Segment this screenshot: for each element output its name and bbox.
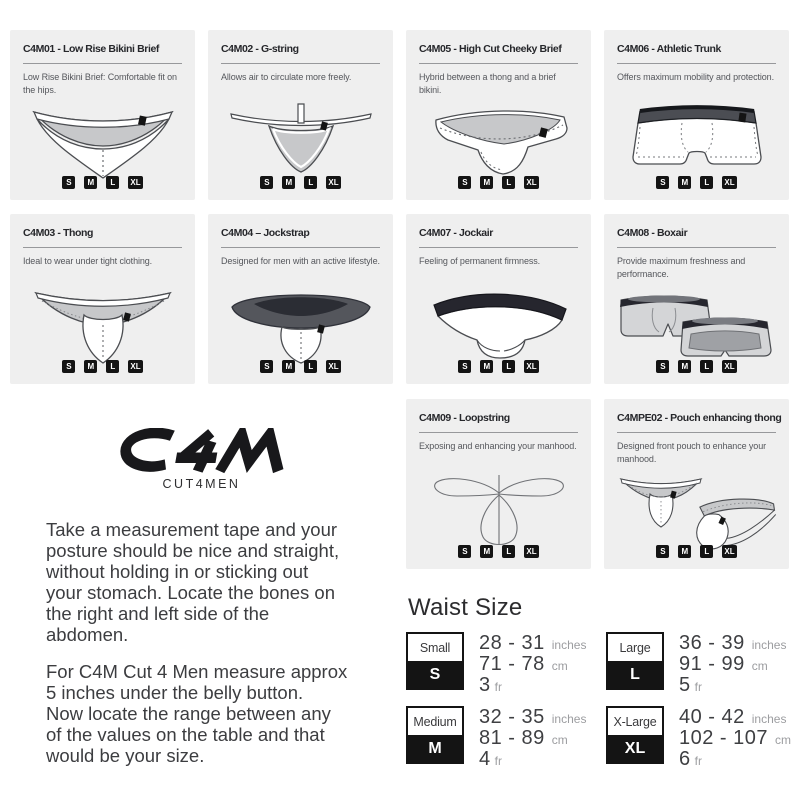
size-badge-xl: XL (526, 547, 537, 556)
size-name: Large (619, 640, 651, 655)
bikini-brief-illustration (10, 112, 195, 172)
size-badge-m: M (84, 360, 97, 373)
product-description: Allows air to circulate more freely. (221, 72, 352, 82)
size-badge-m: M (282, 176, 295, 189)
cm-value: 81 - 89 (479, 727, 545, 749)
g-string-illustration (208, 112, 393, 172)
size-badges (604, 360, 789, 373)
jockstrap-illustration (208, 296, 393, 356)
product-description: Feeling of permanent firmness. (419, 256, 541, 266)
fr-unit: fr (494, 680, 502, 694)
divider (23, 63, 182, 64)
inches-value: 40 - 42 (679, 706, 745, 728)
size-badge-l: L (700, 545, 713, 558)
size-badge-l: L (700, 176, 713, 189)
cheeky-brief-illustration (406, 112, 591, 172)
instructions-paragraph-2 (46, 661, 382, 766)
cm-unit: cm (551, 733, 568, 747)
inches-unit: inches (551, 712, 587, 726)
product-description: Provide maximum freshness and performance. (617, 256, 746, 279)
product-description: Designed for men with an active lifestyle. (221, 256, 380, 266)
waist-row-medium (406, 706, 586, 769)
cm-unit: cm (775, 733, 792, 747)
divider (419, 247, 578, 248)
fr-unit: fr (494, 754, 502, 768)
product-card-c4m07 (406, 214, 591, 384)
size-values (679, 706, 791, 769)
thong-illustration (10, 296, 195, 356)
divider (221, 247, 380, 248)
size-name: Small (419, 640, 451, 655)
size-badge-s: S (656, 360, 669, 373)
cm-unit: cm (551, 659, 568, 673)
instruction-line: your stomach. Locate the bones on (46, 582, 335, 603)
size-badge-m: M (480, 176, 493, 189)
size-badge-m: M (84, 176, 97, 189)
size-name: X-Large (613, 714, 657, 729)
inches-value: 32 - 35 (479, 706, 545, 728)
product-card-c4m02 (208, 30, 393, 200)
size-badge-m: M (480, 545, 493, 558)
size-box-small (406, 632, 464, 690)
divider (419, 63, 578, 64)
fr-value: 5 (679, 674, 691, 696)
jockair-illustration (406, 296, 591, 356)
inches-unit: inches (551, 638, 587, 652)
size-badge-xl: XL (724, 547, 735, 556)
size-values (679, 632, 786, 695)
pouch-thong-illustration (604, 481, 789, 541)
size-badge-s: S (62, 176, 75, 189)
size-badges (208, 176, 393, 189)
product-description: Designed front pouch to enhance your manhood. (617, 441, 767, 464)
product-card-c4m04 (208, 214, 393, 384)
size-badges (406, 545, 591, 558)
product-card-c4m06 (604, 30, 789, 200)
inches-unit: inches (751, 638, 787, 652)
size-badge-m: M (678, 545, 691, 558)
size-badge-xl: XL (328, 362, 339, 371)
divider (23, 247, 182, 248)
athletic-trunk-illustration (604, 112, 789, 172)
divider (419, 432, 578, 433)
loopstring-illustration (406, 481, 591, 541)
product-title: C4M06 - Athletic Trunk (617, 43, 721, 55)
product-title: C4M09 - Loopstring (419, 412, 510, 424)
fr-unit: fr (694, 680, 702, 694)
product-title: C4M01 - Low Rise Bikini Brief (23, 43, 160, 55)
size-badge-m: M (678, 360, 691, 373)
size-badge-s: S (458, 360, 471, 373)
product-card-c4m05 (406, 30, 591, 200)
size-badges (406, 176, 591, 189)
size-badge-s: S (458, 545, 471, 558)
size-badge-m: M (282, 360, 295, 373)
c4m-logo-icon (10, 428, 393, 474)
size-abbr: L (608, 661, 662, 688)
inches-unit: inches (751, 712, 787, 726)
product-title: C4M05 - High Cut Cheeky Brief (419, 43, 562, 55)
waist-size-title: Waist Size (408, 594, 523, 621)
size-badge-xl: XL (526, 362, 537, 371)
instruction-line: 5 inches under the belly button. (46, 682, 304, 703)
product-description: Exposing and enhancing your manhood. (419, 441, 577, 451)
product-card-c4m09 (406, 399, 591, 569)
cm-unit: cm (751, 659, 768, 673)
size-badge-xl: XL (526, 178, 537, 187)
size-box-medium (406, 706, 464, 764)
boxair-illustration (604, 296, 789, 356)
size-badge-s: S (656, 176, 669, 189)
instruction-line: posture should be nice and straight, (46, 540, 340, 561)
product-title: C4M08 - Boxair (617, 227, 688, 239)
instruction-line: Now locate the range between any (46, 703, 331, 724)
fr-value: 4 (479, 748, 491, 770)
size-abbr: M (408, 735, 462, 762)
instruction-line: of the values on the table and that (46, 724, 325, 745)
size-badge-m: M (678, 176, 691, 189)
measurement-instructions (46, 519, 382, 766)
waist-row-xlarge (606, 706, 791, 769)
size-badges (10, 360, 195, 373)
product-title: C4M03 - Thong (23, 227, 94, 239)
size-badge-l: L (502, 545, 515, 558)
size-name: Medium (413, 714, 457, 729)
product-title: C4M02 - G-string (221, 43, 299, 55)
size-badge-l: L (304, 176, 317, 189)
product-title: C4M07 - Jockair (419, 227, 493, 239)
product-description: Ideal to wear under tight clothing. (23, 256, 153, 266)
instruction-line: the right and left side of the (46, 603, 270, 624)
size-badge-m: M (480, 360, 493, 373)
product-description: Low Rise Bikini Brief: Comfortable fit on the hips. (23, 72, 177, 95)
size-badges (208, 360, 393, 373)
size-badge-xl: XL (328, 178, 339, 187)
product-description: Offers maximum mobility and protection. (617, 72, 774, 82)
size-badge-s: S (260, 360, 273, 373)
inches-value: 36 - 39 (679, 632, 745, 654)
divider (617, 432, 776, 433)
product-card-c4m03 (10, 214, 195, 384)
instruction-line: abdomen. (46, 624, 129, 645)
size-badge-xl: XL (724, 362, 735, 371)
cm-value: 91 - 99 (679, 653, 745, 675)
product-card-c4m01 (10, 30, 195, 200)
divider (617, 63, 776, 64)
divider (221, 63, 380, 64)
size-badge-l: L (502, 360, 515, 373)
instruction-line: would be your size. (46, 745, 205, 766)
size-badges (406, 360, 591, 373)
instruction-line: without holding in or sticking out (46, 561, 309, 582)
size-badges (604, 176, 789, 189)
size-badge-l: L (304, 360, 317, 373)
fr-unit: fr (694, 754, 702, 768)
size-badge-s: S (458, 176, 471, 189)
size-badge-l: L (106, 176, 119, 189)
cm-value: 102 - 107 (679, 727, 769, 749)
cm-value: 71 - 78 (479, 653, 545, 675)
size-badges (604, 545, 789, 558)
size-badge-xl: XL (724, 178, 735, 187)
inches-value: 28 - 31 (479, 632, 545, 654)
product-card-c4mpe02 (604, 399, 789, 569)
size-box-large (606, 632, 664, 690)
size-badge-s: S (260, 176, 273, 189)
product-title: C4M04 – Jockstrap (221, 227, 310, 239)
instruction-line: Take a measurement tape and your (46, 519, 338, 540)
size-values (479, 632, 586, 695)
size-abbr: S (408, 661, 462, 688)
fr-value: 3 (479, 674, 491, 696)
size-badge-s: S (656, 545, 669, 558)
brand-block (10, 428, 393, 491)
size-badge-s: S (62, 360, 75, 373)
size-badge-xl: XL (130, 362, 141, 371)
waist-row-small (406, 632, 586, 695)
product-title: C4MPE02 - Pouch enhancing thong (617, 412, 782, 424)
size-badge-l: L (700, 360, 713, 373)
brand-tagline: CUT4MEN (162, 477, 241, 491)
waist-row-large (606, 632, 786, 695)
size-abbr: XL (608, 735, 662, 762)
size-badge-l: L (106, 360, 119, 373)
fr-value: 6 (679, 748, 691, 770)
instruction-line: For C4M Cut 4 Men measure approx (46, 661, 348, 682)
product-card-c4m08 (604, 214, 789, 384)
size-box-xlarge (606, 706, 664, 764)
size-badges (10, 176, 195, 189)
size-badge-xl: XL (130, 178, 141, 187)
instructions-paragraph-1 (46, 519, 382, 645)
size-values (479, 706, 586, 769)
product-description: Hybrid between a thong and a brief bikini. (419, 72, 556, 95)
divider (617, 247, 776, 248)
size-badge-l: L (502, 176, 515, 189)
